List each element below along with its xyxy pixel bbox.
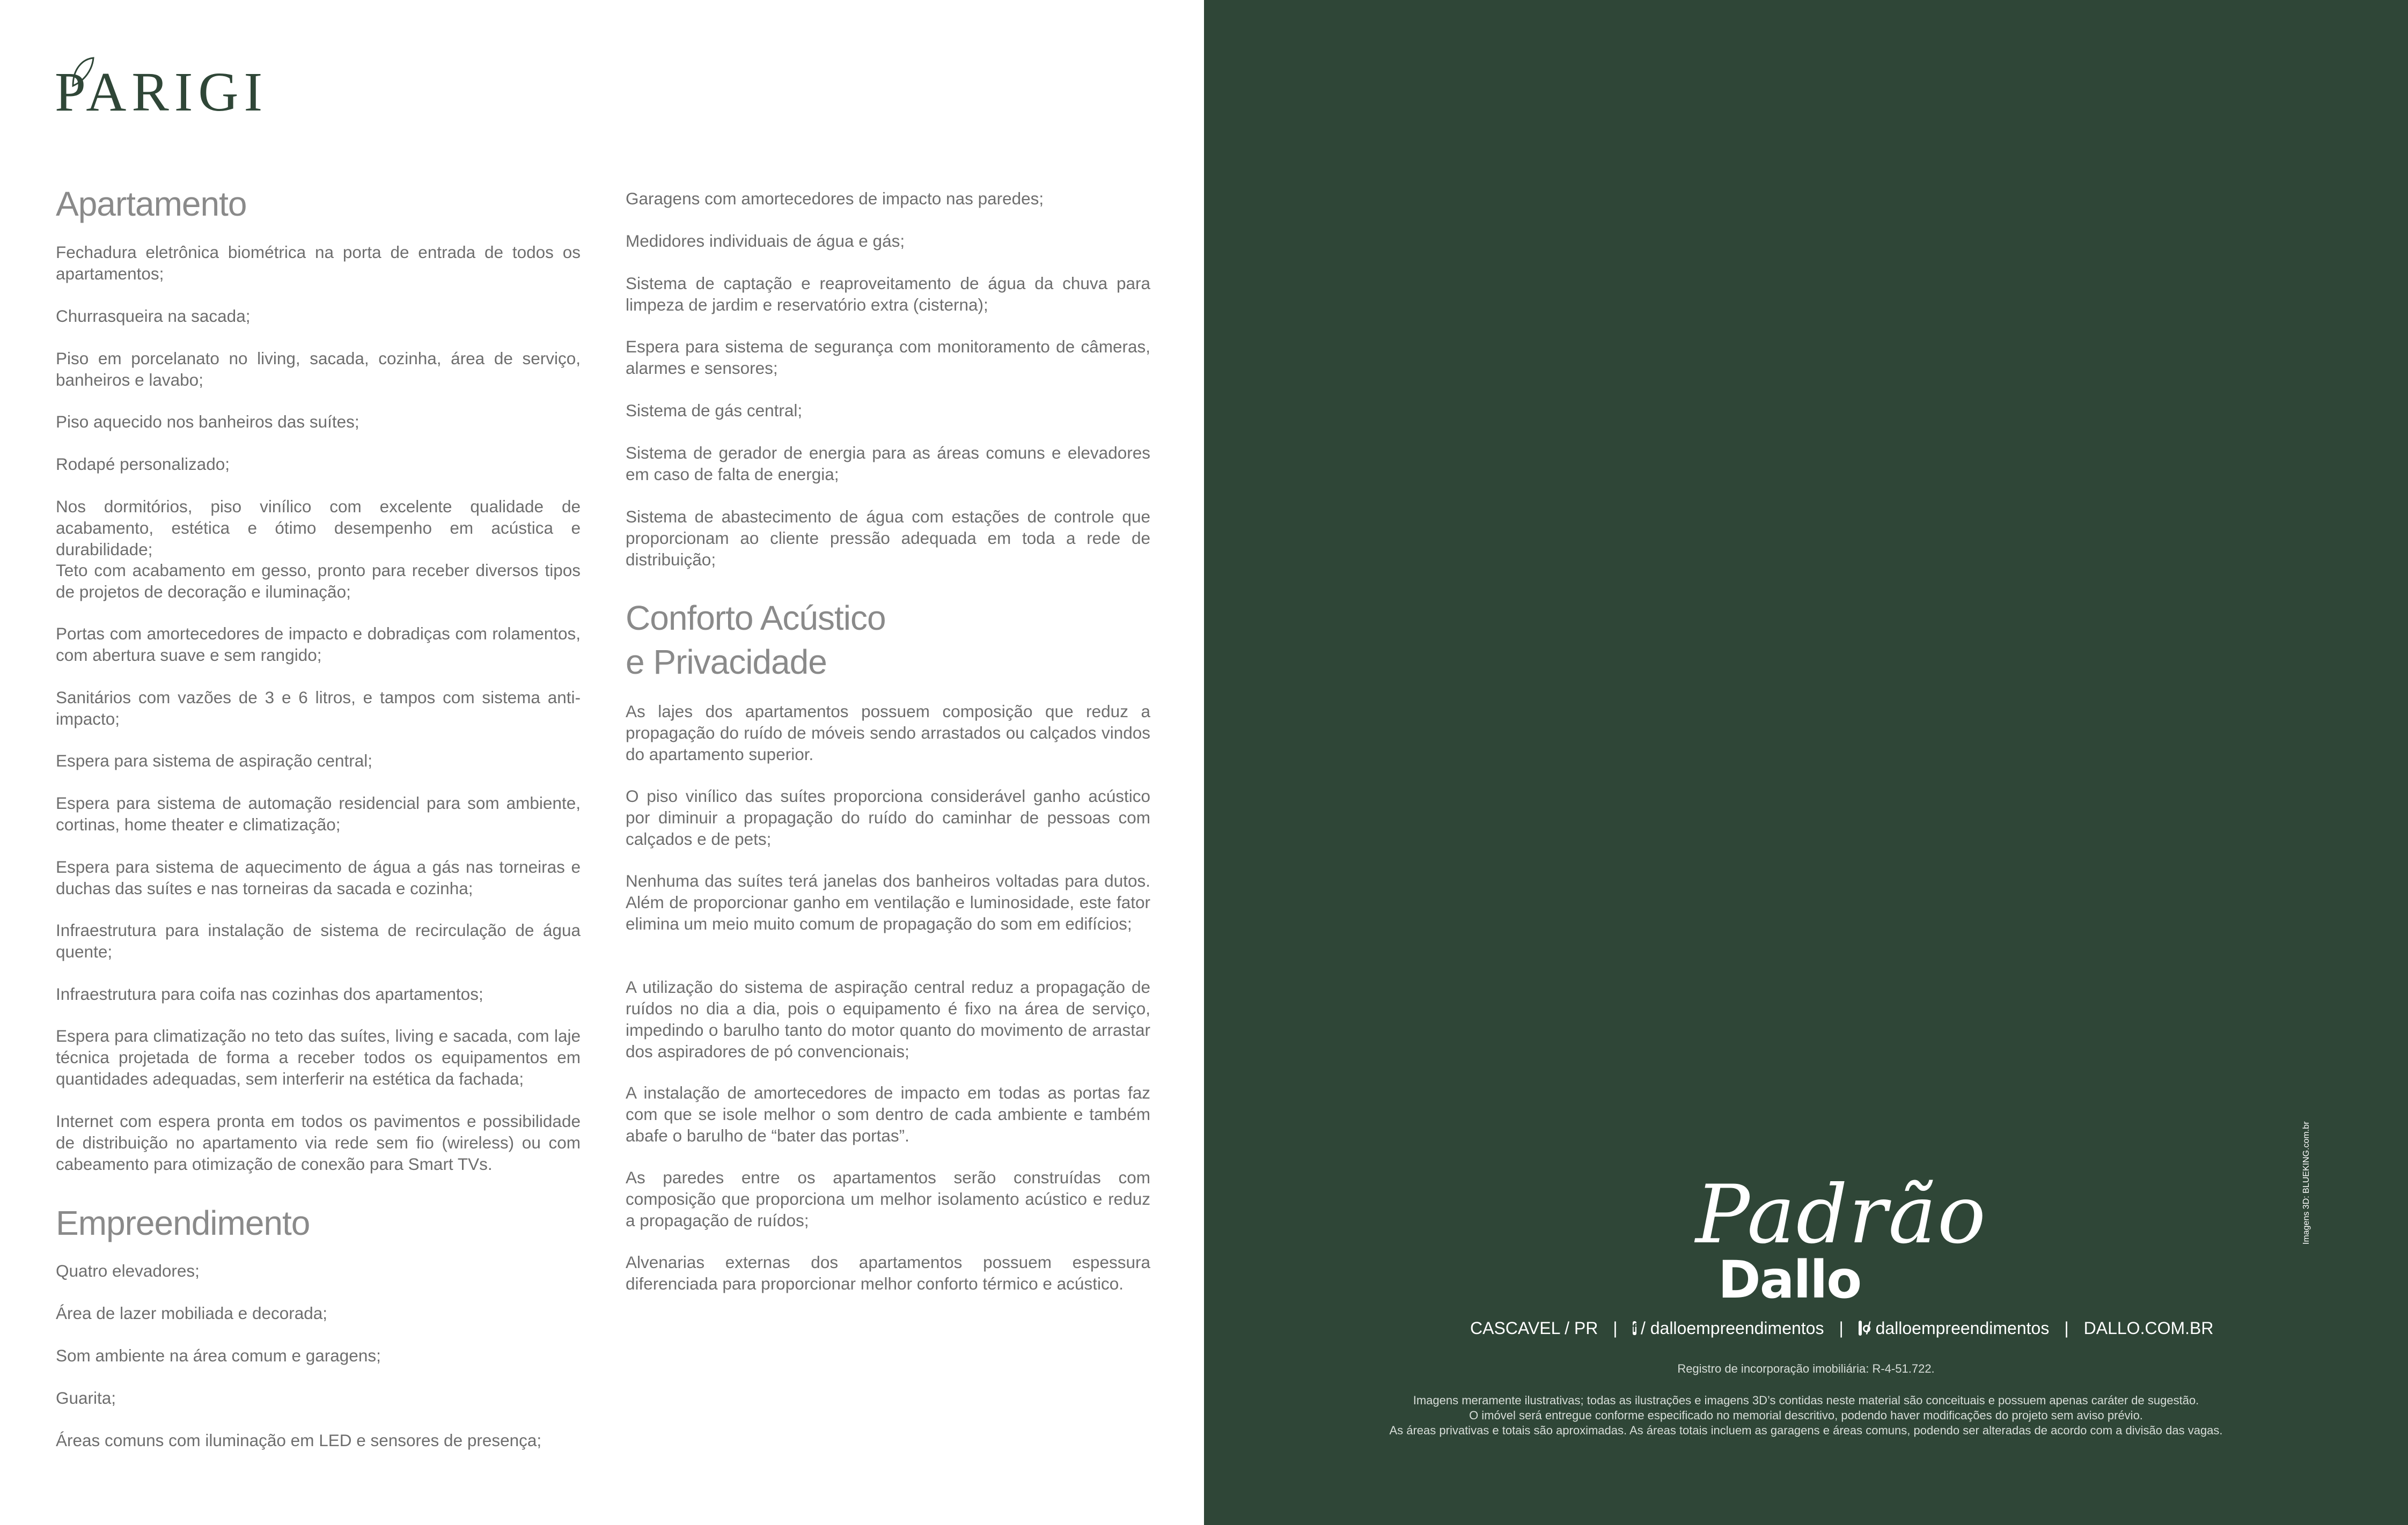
contact-bar	[1470, 1315, 2214, 1341]
list-item: Nos dormitórios, piso vinílico com excelente qualidade de acabamento, estética e ótimo desempenho em acústica e durabilidade;	[56, 497, 581, 559]
list-item: Infraestrutura para instalação de sistema de recirculação de água quente;	[56, 920, 581, 961]
list-item: A utilização do sistema de aspiração central reduz a propagação de ruídos no dia a dia, pois o equipamento é fixo na área de serviço, impedindo o barulho tanto do motor quanto do movimento de arrastar dos aspiradores de pó convencionais;	[626, 977, 1150, 1061]
logo-text: PARIGI	[55, 61, 268, 123]
facebook-link[interactable]: / dalloempreendimentos	[1640, 1318, 1824, 1338]
legal-line-3: As áreas privativas e totais são aproximadas. As áreas totais incluem as garagens e áreas comuns, podendo ser alteradas de acordo com a divisão das vagas.	[1389, 1424, 2223, 1437]
list-item: Piso em porcelanato no living, sacada, cozinha, área de serviço, banheiros e lavabo;	[56, 349, 581, 389]
list-item: Churrasqueira na sacada;	[56, 306, 251, 326]
list-item: As lajes dos apartamentos possuem composição que reduz a propagação do ruído de móveis sendo arrastados ou calçados vindos do apartamento superior.	[626, 702, 1150, 764]
legal-line-1: Imagens meramente ilustrativas; todas as ilustrações e imagens 3D’s contidas neste material são conceituais e possuem apenas caráter de sugestão.	[1413, 1394, 2199, 1407]
legal-line-2: O imóvel será entregue conforme especificado no memorial descritivo, podendo haver modificações do projeto sem aviso prévio.	[1469, 1409, 2143, 1422]
list-item: Espera para sistema de aquecimento de água a gás nas torneiras e duchas das suítes e nas torneiras da sacada e cozinha;	[56, 857, 581, 898]
list-item: Piso aquecido nos banheiros das suítes;	[56, 412, 359, 431]
list-item: Sistema de captação e reaproveitamento de água da chuva para limpeza de jardim e reservatório extra (cisterna);	[626, 274, 1150, 314]
list-item: Portas com amortecedores de impacto e dobradiças com rolamentos, com abertura suave e sem rangido;	[56, 624, 581, 665]
list-item: Espera para climatização no teto das suítes, living e sacada, com laje técnica projetada de forma a receber todos os equipamentos em quantidades adequadas, sem interferir na estética da fachada;	[56, 1026, 581, 1088]
list-item: Sistema de abastecimento de água com estações de controle que proporcionam ao cliente pressão adequada em toda a rede de distribuição;	[626, 507, 1150, 569]
facebook-icon: f	[1632, 1321, 1636, 1335]
list-item: Medidores individuais de água e gás;	[626, 231, 905, 251]
section-title-empreendimento: Empreendimento	[56, 1204, 310, 1242]
list-item: Áreas comuns com iluminação em LED e sensores de presença;	[56, 1431, 542, 1450]
image-credit: Imagens 3D: BLUEKING.com.br	[2302, 1121, 2311, 1244]
list-item: Fechadura eletrônica biométrica na porta de entrada de todos os apartamentos;	[56, 242, 581, 283]
list-item: Espera para sistema de automação residencial para som ambiente, cortinas, home theater e climatização;	[56, 793, 581, 834]
list-item: Infraestrutura para coifa nas cozinhas dos apartamentos;	[56, 984, 483, 1004]
parigi-logo	[55, 61, 268, 123]
section-title-conforto: Conforto Acústico	[626, 599, 886, 637]
list-item: Área de lazer mobiliada e decorada;	[56, 1303, 328, 1323]
separator: |	[2064, 1318, 2069, 1338]
website-link[interactable]: DALLO.COM.BR	[2083, 1318, 2214, 1338]
list-item: Rodapé personalizado;	[56, 454, 230, 474]
padrao-dallo-logo	[1690, 1159, 1987, 1310]
city-label: CASCAVEL / PR	[1470, 1318, 1598, 1338]
section-title-apartamento: Apartamento	[56, 185, 247, 223]
list-item: Sistema de gás central;	[626, 401, 803, 420]
list-item: Sistema de gerador de energia para as áreas comuns e elevadores em caso de falta de energia;	[626, 443, 1150, 484]
list-item: Som ambiente na área comum e garagens;	[56, 1346, 381, 1365]
list-item: O piso vinílico das suítes proporciona considerável ganho acústico por diminuir a propagação do ruído do caminhar de pessoas com calçados e de pets;	[626, 786, 1150, 849]
list-item: Espera para sistema de segurança com monitoramento de câmeras, alarmes e sensores;	[626, 337, 1150, 378]
list-item: Garagens com amortecedores de impacto nas paredes;	[626, 189, 1044, 208]
brand-word: Dallo	[1718, 1250, 1861, 1310]
list-item: Alvenarias externas dos apartamentos possuem espessura diferenciada para proporcionar melhor conforto térmico e acústico.	[626, 1253, 1150, 1293]
registro-text: Registro de incorporação imobiliária: R-4-51.722.	[1677, 1362, 1935, 1375]
brand-script: Padrão	[1695, 1168, 1987, 1262]
list-item: Sanitários com vazões de 3 e 6 litros, e tampos com sistema anti-impacto;	[56, 688, 581, 728]
list-item: Guarita;	[56, 1388, 116, 1408]
list-item: Internet com espera pronta em todos os pavimentos e possibilidade de distribuição no apartamento via rede sem fio (wireless) ou com cabeamento para otimização de conexão para Smart TVs.	[56, 1111, 581, 1174]
list-item: Teto com acabamento em gesso, pronto para receber diversos tipos de projetos de decoração e iluminação;	[56, 561, 581, 601]
list-item: Quatro elevadores;	[56, 1261, 200, 1280]
separator: |	[1839, 1318, 1844, 1338]
list-item: A instalação de amortecedores de impacto em todas as portas faz com que se isole melhor o som dentro de cada ambiente e também abafe o barulho de “bater das portas”.	[626, 1083, 1150, 1145]
list-item: Espera para sistema de aspiração central;	[56, 751, 373, 770]
leaf-icon	[71, 56, 96, 88]
list-item: Nenhuma das suítes terá janelas dos banheiros voltadas para dutos. Além de proporcionar ganho em ventilação e luminosidade, este fator elimina um meio muito comum de propagação do som em edifícios;	[626, 871, 1150, 933]
list-item: As paredes entre os apartamentos serão construídas com composição que proporciona um melhor isolamento acústico e reduz a propagação de ruídos;	[626, 1168, 1150, 1230]
instagram-link[interactable]: / dalloempreendimentos	[1866, 1318, 2050, 1338]
section-title-privacidade: e Privacidade	[626, 643, 827, 681]
separator: |	[1613, 1318, 1618, 1338]
instagram-icon	[1859, 1321, 1862, 1336]
